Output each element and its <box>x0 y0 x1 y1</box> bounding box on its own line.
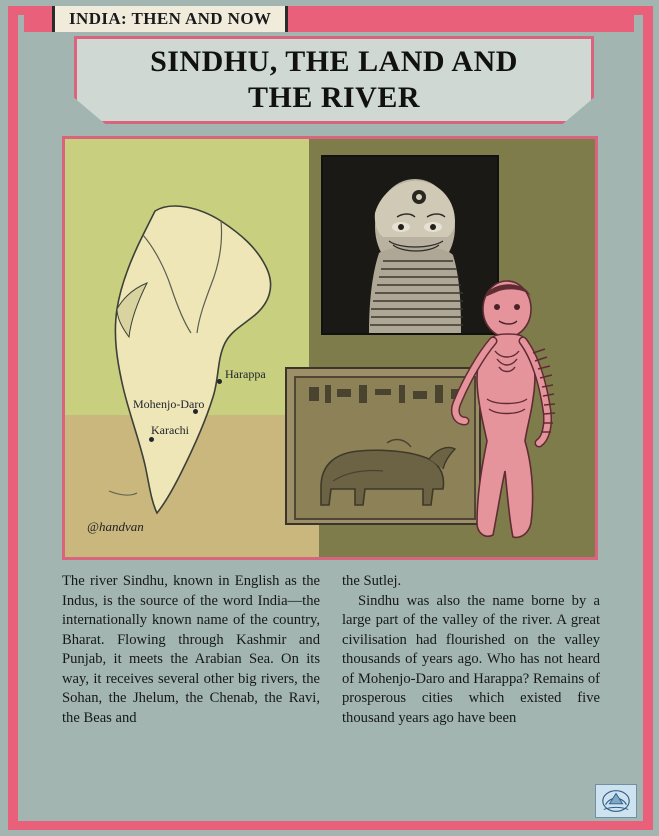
page-border-right <box>643 6 653 830</box>
page-title-line-2: THE RIVER <box>247 81 421 114</box>
artist-signature: @handvan <box>87 519 144 534</box>
article-body <box>62 572 600 728</box>
article-column-left <box>62 572 320 728</box>
map-label-harappa: Harappa <box>225 367 266 381</box>
article-paragraph: the Sutlej. <box>342 573 402 589</box>
map-label-mohenjo-daro: Mohenjo-Daro <box>133 397 205 411</box>
map-dot-harappa <box>217 379 222 384</box>
map-label-karachi: Karachi <box>151 423 189 437</box>
main-illustration <box>62 136 598 560</box>
article-column-right <box>342 572 600 728</box>
article-paragraph: Sindhu was also the name borne by a large part of the valley of the river. A great civilisation had flourished on the valley thousands of years ago. Who has not heard of Mohenjo-Daro and Harappa? Remains of prosperous cities which existed five thousand years ago have been <box>342 592 600 726</box>
series-label: INDIA: THEN AND NOW <box>52 6 288 32</box>
publisher-logo <box>595 784 637 818</box>
page-title <box>74 44 594 116</box>
article-paragraph: The river Sindhu, known in English as the Indus, is the source of the word India—the internationally known name of the country, Bharat. Flowing through Kashmir and Punjab, it meets the Arabian Sea. On its way, it receives several other big rivers, the Sohan, the Jhelum, the Chenab, the Ravi, the Beas and <box>62 573 320 726</box>
dancing-girl-figure <box>443 275 567 545</box>
page-border-left <box>8 6 18 830</box>
page-title-line-1: SINDHU, THE LAND AND <box>150 45 518 78</box>
india-map-illustration <box>99 191 309 531</box>
page-border-bottom <box>8 821 651 830</box>
